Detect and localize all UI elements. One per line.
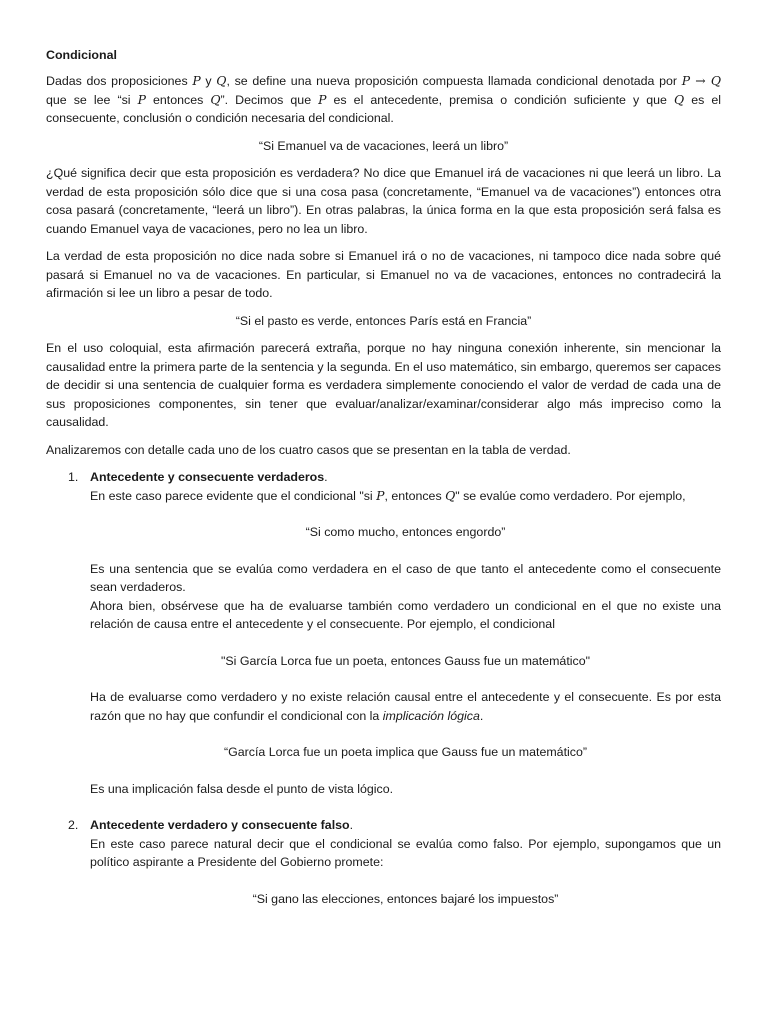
- paragraph: Es una sentencia que se evalúa como verdadera en el caso de que tanto el antecedente como el consecuente sean verdaderos.: [90, 561, 721, 594]
- text: y: [200, 74, 217, 88]
- paragraph: [90, 688, 721, 725]
- intro-paragraph: [46, 72, 721, 128]
- quote-example: “García Lorca fue un poeta implica que Gauss fue un matemático”: [224, 745, 587, 759]
- text: es el antecedente, premisa o condición suficiente y que: [326, 92, 674, 107]
- var-p: P: [318, 91, 327, 107]
- quote-example: “Si como mucho, entonces engordo”: [305, 525, 506, 539]
- emphasis: implicación lógica: [382, 708, 480, 723]
- conditional-formula: P → Q: [681, 73, 721, 88]
- paragraph: ¿Qué significa decir que esta proposición es verdadera? No dice que Emanuel irá de vacaciones ni que leerá un libro. La verdad de esta proposición sólo dice que si una cosa pasa (concretamente, “Emanuel va de vacaciones”) entonces otra cosa pasará (concretamente, “leerá un libro”). En otras palabras, la única forma en la que esta proposición será falsa es cuando Emanuel vaya de vacaciones, pero no lea un libro.: [46, 166, 721, 236]
- text: que se lee “si: [46, 92, 138, 107]
- case-heading: Antecedente verdadero y consecuente falso: [90, 818, 350, 832]
- var-p: P: [137, 91, 146, 107]
- text: En este caso parece evidente que el condicional "si: [90, 488, 377, 503]
- var-q: Q: [210, 91, 221, 107]
- var-p: P: [376, 487, 385, 503]
- text: es el consecuente, conclusión o condición necesaria del condicional.: [46, 92, 721, 125]
- text: Dadas dos proposiciones: [46, 74, 193, 88]
- paragraph: En el uso coloquial, esta afirmación parecerá extraña, porque no hay ninguna conexión inherente, sin mencionar la causalidad entre la primera parte de la sentencia y la segunda. En el uso matemático, sin embargo, queremos ser capaces de decidir si una sentencia de cualquier forma es verdadera simplemente conociendo el valor de verdad de cada una de sus proposiciones componentes, sin tener que evaluar/analizar/examinar/considerar algo más impreciso como la causalidad.: [46, 341, 721, 429]
- text: .: [324, 470, 328, 484]
- case-heading: Antecedente y consecuente verdaderos: [90, 470, 325, 484]
- paragraph: En este caso parece natural decir que el condicional se evalúa como falso. Por ejemplo, supongamos que un político aspirante a Presidente del Gobierno promete:: [90, 836, 721, 869]
- list-number: 1.: [68, 470, 79, 484]
- text: " se evalúe como verdadero. Por ejemplo,: [455, 488, 686, 503]
- paragraph: La verdad de esta proposición no dice nada sobre si Emanuel irá o no de vacaciones, ni tampoco dice nada sobre qué pasará si Emanuel no va de vacaciones. En particular, si Emanuel no va de vacaciones, entonces no contradecirá la afirmación si lee un libro a pesar de todo.: [46, 249, 721, 300]
- paragraph: Es una implicación falsa desde el punto de vista lógico.: [90, 781, 394, 796]
- list-item: [46, 816, 721, 908]
- quote-example: "Si García Lorca fue un poeta, entonces Gauss fue un matemático": [220, 653, 591, 668]
- text: , se define una nueva proposición compuesta llamada condicional denotada por: [226, 74, 682, 88]
- text: .: [349, 818, 354, 832]
- var-q: Q: [673, 91, 685, 107]
- quote-example: “Si el pasto es verde, entonces París está en Francia”: [235, 313, 532, 328]
- text: , entonces: [384, 488, 446, 503]
- text: .: [479, 708, 484, 723]
- paragraph: Analizaremos con detalle cada uno de los cuatro casos que se presentan en la tabla de verdad.: [46, 442, 571, 457]
- text: Ha de evaluarse como verdadero y no existe relación causal entre el antecedente y el consecuente. Es por esta razón que no hay que confundir el condicional con la: [90, 690, 721, 723]
- quote-example: “Si gano las elecciones, entonces bajaré los impuestos”: [252, 891, 559, 906]
- var-q: Q: [216, 73, 227, 88]
- text: ”. Decimos que: [220, 92, 319, 107]
- section-title: Condicional: [46, 48, 117, 62]
- list-number: 2.: [68, 818, 79, 832]
- var-p: P: [192, 73, 201, 88]
- list-item: [46, 468, 721, 816]
- cases-list: [46, 468, 721, 908]
- quote-example: “Si Emanuel va de vacaciones, leerá un libro”: [258, 138, 509, 153]
- paragraph: Ahora bien, obsérvese que ha de evaluarse también como verdadero un condicional en el que no existe una relación de causa entre el antecedente y el consecuente. Por ejemplo, el condicional: [90, 598, 721, 631]
- var-q: Q: [445, 487, 456, 503]
- paragraph: [90, 487, 721, 506]
- text: entonces: [145, 92, 211, 107]
